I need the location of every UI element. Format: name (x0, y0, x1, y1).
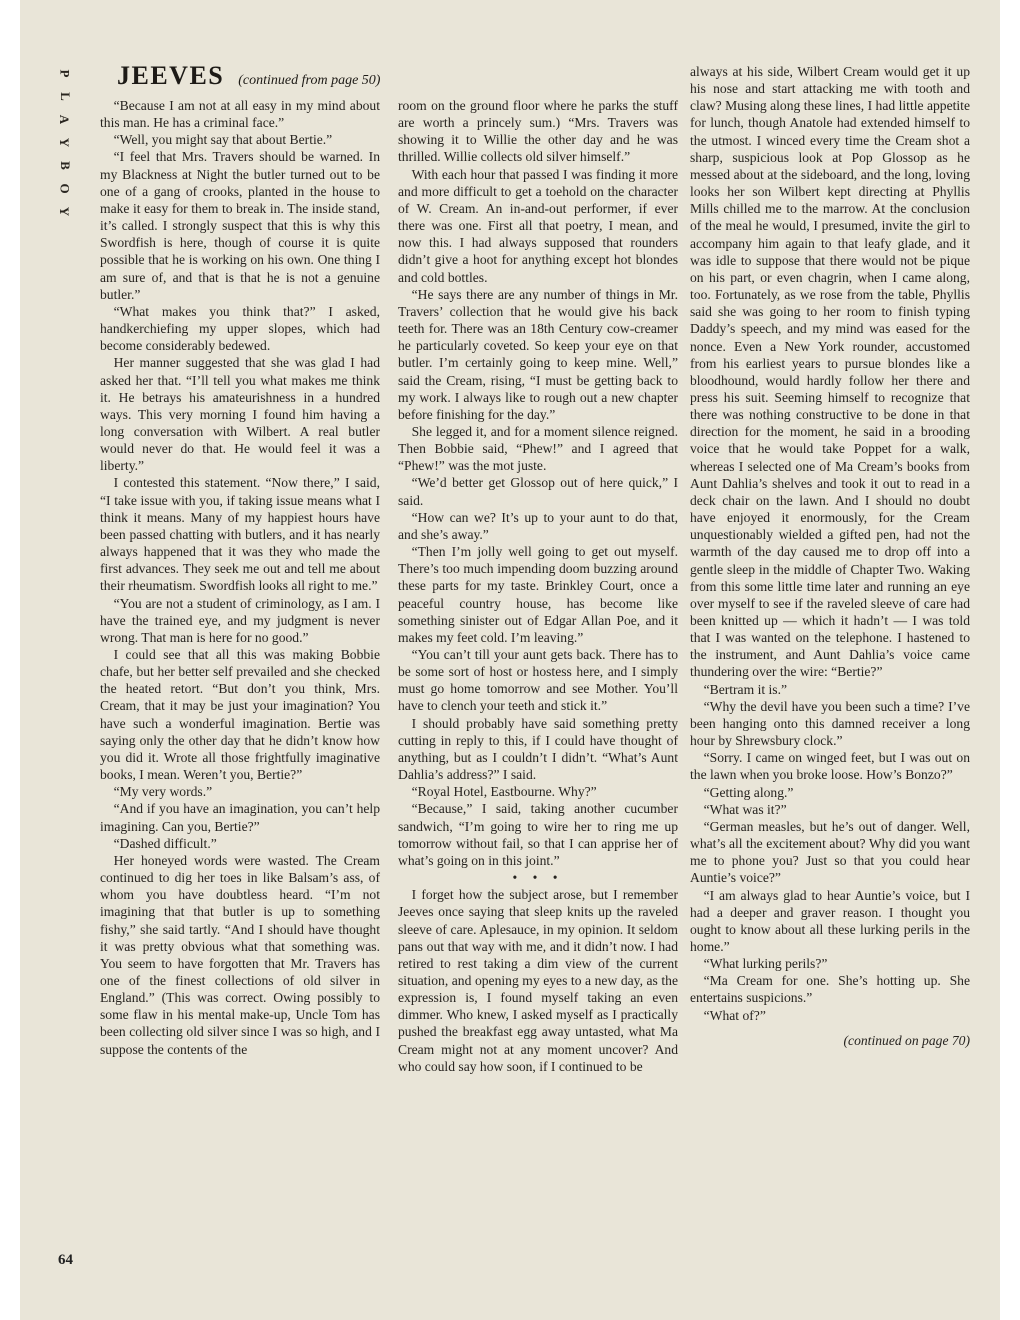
article-header (117, 61, 380, 91)
text-column-2 (398, 97, 678, 1075)
paragraph: With each hour that passed I was finding it more and more difficult to get a toehold on the character of W. Cream. An in-and-out performer, if ever there was one. First all that poetry, I mean, and now this. I had always supposed that rounders didn’t give a hoot for anything except hot blondes and cold bottles. (398, 166, 678, 285)
paragraph: I forget how the subject arose, but I remember Jeeves once saying that sleep knits up the raveled sleeve of care. Aplesauce, in my opinion. It seldom pans out that way with me, and it didn’t now. I had retired to rest taking a dim view of the current situation, and opening my eyes to a new day, as the expression is, I found myself taking an even dimmer. Who knew, I asked myself as I practically pushed the breakfast egg away untasted, what Ma Cream might not at any moment uncover? And who could say how soon, if I continued to be (398, 887, 678, 1074)
article-title: JEEVES (117, 61, 225, 90)
paragraph: “We’d better get Glossop out of here quick,” I said. (398, 475, 678, 508)
paragraph: Her manner suggested that she was glad I had asked her that. “I’ll tell you what makes me think it. He betrays his amateurishness in a hundred ways. This very morning I found him having a long conversation with Wilbert. A real butler would never do that. He would feel it was a liberty.” (100, 355, 380, 474)
paragraph: “I am always glad to hear Auntie’s voice, but I had a deeper and graver reason. I thought you ought to know about all these lurking perils in the home.” (690, 887, 970, 954)
text-column-3 (690, 63, 970, 1049)
paragraph: “Bertram it is.” (703, 681, 788, 697)
side-logo-letter: Y (57, 137, 73, 148)
paragraph: “What of?” (703, 1007, 766, 1023)
text-column-1 (100, 97, 380, 1058)
side-logo-letter: A (57, 114, 73, 125)
continued-from-note: (continued from page 50) (238, 73, 381, 88)
side-logo-letter: L (57, 92, 73, 101)
page-number: 64 (58, 1252, 73, 1268)
paragraph: “Dashed difficult.” (113, 835, 217, 851)
paragraph: “How can we? It’s up to your aunt to do that, and she’s away.” (398, 509, 678, 542)
side-logo-letter: B (57, 161, 73, 170)
paragraph: “Because I am not at all easy in my mind about this man. He has a criminal face.” (100, 98, 380, 131)
paragraph: “He says there are any number of things in Mr. Travers’ collection that he would give his back teeth for. There was an 18th Century cow-creamer he particularly coveted. So keep your eye on that butler. I’m certainly going to keep mine. Well,” said the Cream, rising, “I must be getting back to my work. I always like to rough out a new chapter before finishing for the day.” (398, 286, 678, 422)
paragraph: “Because,” I said, taking another cucumber sandwich, “I’m going to wire her to ring me up tomorrow without fail, so that I can apprise her of what’s going on in this joint.” (398, 801, 678, 868)
magazine-side-logo (52, 62, 78, 223)
paragraph: “Sorry. I came on winged feet, but I was out on the lawn when you broke loose. How’s Bonzo?” (690, 750, 970, 783)
paragraph: “Well, you might say that about Bertie.” (113, 132, 333, 148)
paragraph: “German measles, but he’s out of danger. Well, what’s all the excitement about? Why did you want me to phone you? Just so that you could hear Auntie’s voice?” (690, 818, 970, 886)
continued-on-note: (continued on page 70) (843, 1032, 970, 1048)
paragraph: I contested this statement. “Now there,” I said, “I take issue with you, if taking issue means what I think it means. Many of my happiest hours have been passed chatting with butlers, and it has nearly always happened that it was they who made the first advances. They seek me out and tell me about their rheumatism. Swordfish looks all right to me.” (100, 475, 380, 594)
paragraph: Her honeyed words were wasted. The Cream continued to dig her toes in like Balsam’s ass, of whom you have doubtless heard. “I’m not imagining that that butler is up to something fishy,” she said tartly. “And I should have thought it was pretty obvious what that something was. You seem to have forgotten that Mr. Travers has one of the finest collections of old silver in England.” (This was correct. Owing possibly to some flaw in his mental make-up, Uncle Tom has been collecting old silver since I was so high, and I suppose the contents of the (100, 852, 380, 1057)
paragraph: “You are not a student of criminology, as I am. I have the trained eye, and my judgment is never wrong. That man is here for no good.” (100, 595, 380, 645)
paragraph: “My very words.” (113, 784, 213, 800)
side-logo-letter: Y (57, 206, 73, 217)
paragraph: She legged it, and for a moment silence reigned. Then Bobbie said, “Phew!” and I agreed that “Phew!” was the mot juste. (398, 423, 678, 474)
paragraph: “You can’t till your aunt gets back. There has to be some sort of host or hostess here, and I simply must go home tomorrow and see Mother. You’ll have to clench your teeth and stick it.” (398, 647, 678, 714)
side-logo-letter: P (57, 69, 73, 78)
paragraph: I should probably have said something pretty cutting in reply to this, if I could have thought of anything, but as I couldn’t I didn’t. “What’s Aunt Dahlia’s address?” I said. (398, 715, 678, 783)
paragraph: • • • (512, 870, 564, 886)
paragraph: “Getting along.” (703, 784, 794, 800)
paragraph: “Ma Cream for one. She’s hotting up. She entertains suspicions.” (690, 973, 970, 1006)
paragraph: “What was it?” (703, 801, 787, 817)
paragraph: always at his side, Wilbert Cream would get it up his nose and start attacking me with tooth and claw? Musing along these lines, I had little appetite for lunch, though Anatole had extended himself to the utmost. I winced every time the Cream shot a sharp, suspicious look at Pop Glossop as he messed about at the sideboard, and the long, loving looks her son Wilbert kept directing at Phyllis Mills chilled me to the marrow. At the conclusion of the meal he would, I presumed, invite the girl to accompany him again to that leafy glade, and it was idle to suppose that there would not be pique on his part, or even chagrin, when I came along, too. Fortunately, as we rose from the table, Phyllis said she was going to her room to finish typing Daddy’s speech, and my mind was eased for the nonce. Even a New York rounder, accustomed from his earliest years to pursue blondes like a bloodhound, would hardly follow her there and press his suit. Seeming himself to recognize that there was nothing constructive to be done in that direction for the moment, he said in a brooding voice that he would take Poppet for a walk, whereas I selected one of Ma Cream’s books from Aunt Dahlia’s shelves and took it out to read in a deck chair on the lawn. And I should no doubt have enjoyed it enormously, for the Cream unquestionably wielded a gifted pen, had not the warmth of the day caused me to drop off into a gentle sleep in the middle of Chapter Two. Waking from this some little time later and running an eye over myself to see if the raveled sleeve of care had been knitted up — which it hadn’t — I was told that I was wanted on the telephone. I hastened to the instrument, and Aunt Dahlia’s voice came thundering over the wire: “Bertie?” (690, 64, 970, 680)
paragraph: “I feel that Mrs. Travers should be warned. In my Blackness at Night the butler turned out to be one of a gang of crooks, planted in the house to make it easy for them to break in. The inside stand, it’s called. I strongly suspect that this is why this Swordfish is here, though of course it is quite possible that he is working on his own. One thing I am sure of, and that is that he is not a genuine butler.” (100, 149, 380, 302)
side-logo-letter: O (57, 183, 73, 194)
paragraph: “Then I’m jolly well going to get out myself. There’s too much impending doom buzzing around these parts for my taste. Brinkley Court, once a peaceful country house, has become like something sinister out of Edgar Allan Poe, and it makes my feet cold. I’m leaving.” (398, 544, 678, 645)
paragraph: “Royal Hotel, Eastbourne. Why?” (411, 784, 597, 800)
paragraph: “What makes you think that?” I asked, handkerchiefing my upper slopes, which had become considerably bedewed. (100, 303, 380, 354)
paragraph: “Why the devil have you been such a time? I’ve been hanging onto this damned receiver a long hour by Shrewsbury clock.” (690, 698, 970, 749)
paragraph: “And if you have an imagination, you can’t help imagining. Can you, Bertie?” (100, 801, 380, 834)
paragraph: room on the ground floor where he parks the stuff are worth a princely sum.) “Mrs. Travers was showing it to Willie the other day and he was thrilled. Willie collects old silver himself.” (398, 98, 678, 165)
paragraph: I could see that all this was making Bobbie chafe, but her better self prevailed and she checked the heated retort. “But don’t you think, Mrs. Cream, that it may be just your imagination? You have such a wonderful imagination. Bertie was saying only the other day that he didn’t know how you did it. Wrote all those frightfully imaginative books, I mean. Weren’t you, Bertie?” (100, 647, 380, 783)
paragraph: “What lurking perils?” (703, 956, 828, 972)
